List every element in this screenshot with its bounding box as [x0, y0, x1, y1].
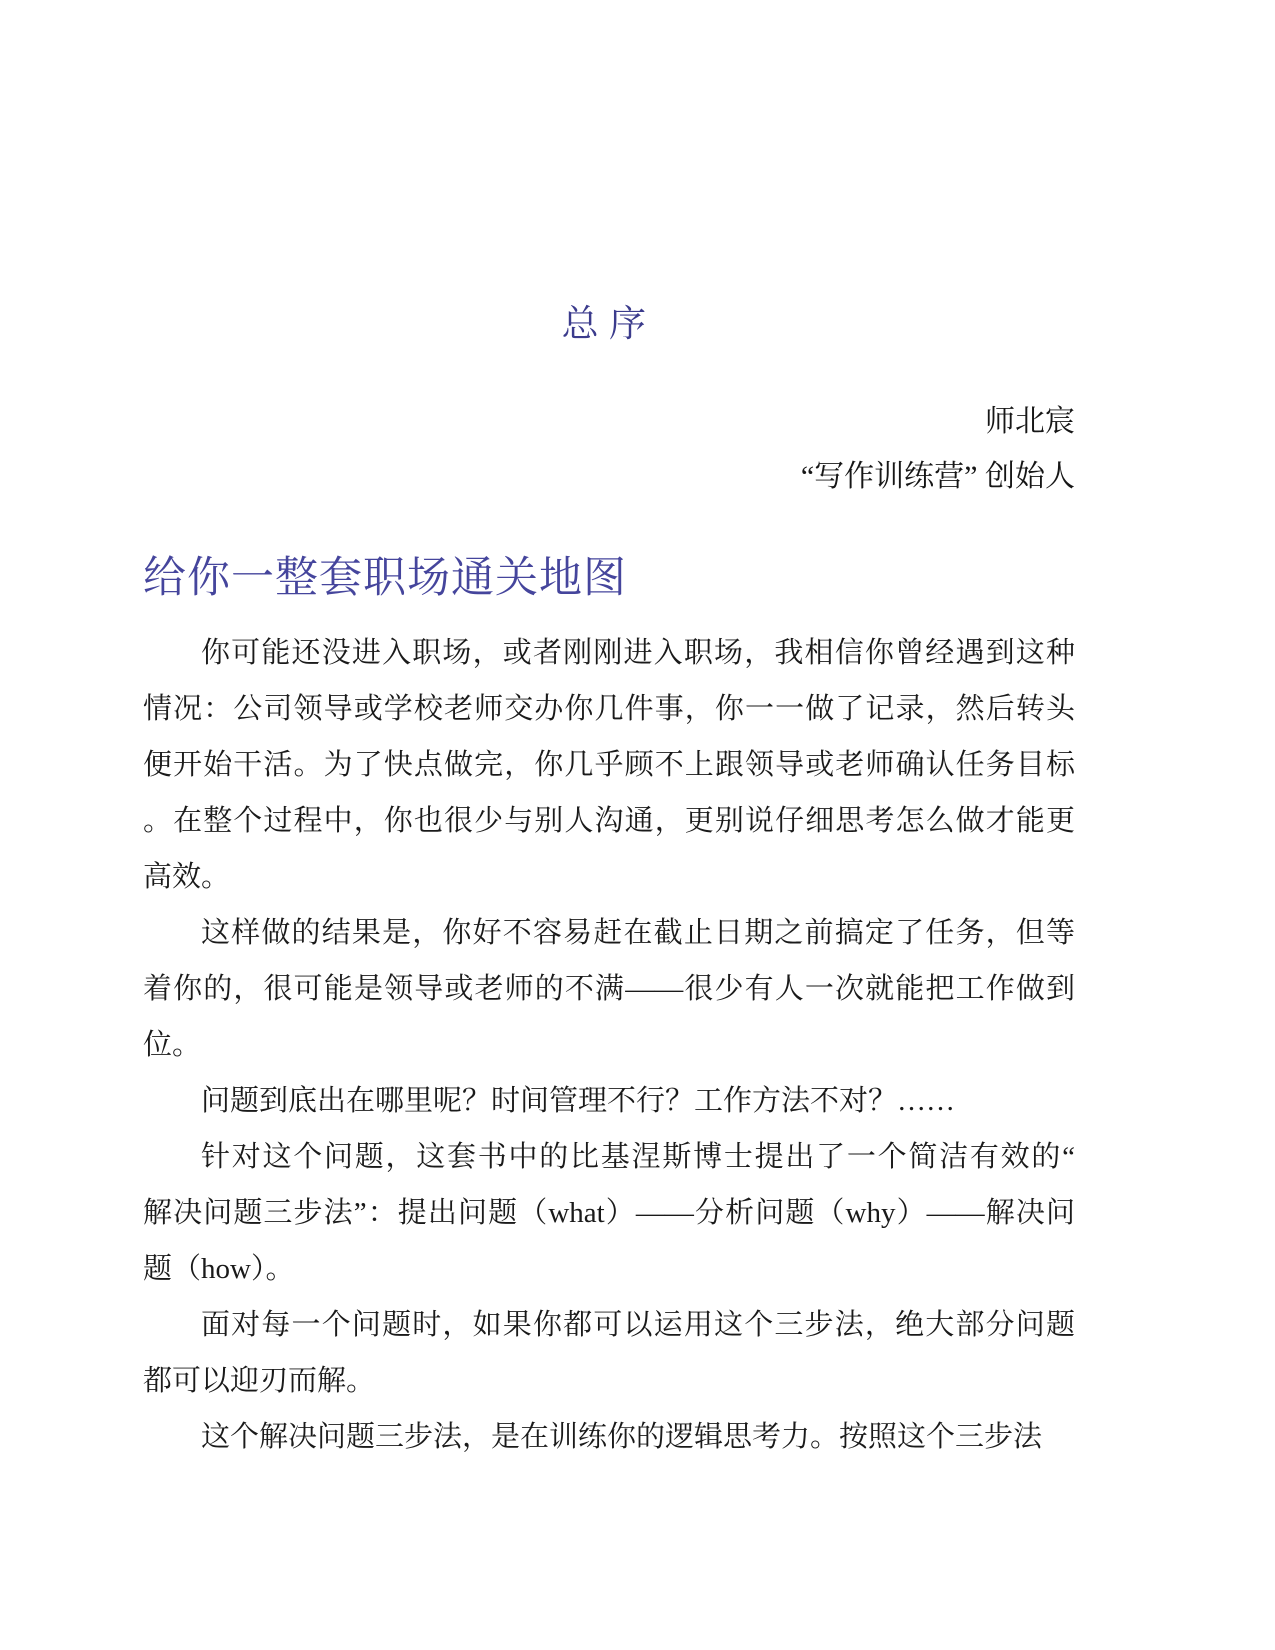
paragraph-line: 便开始干活。为了快点做完，你几乎顾不上跟领导或老师确认任务目标 — [143, 748, 1075, 781]
paragraph-line: 你可能还没进入职场，或者刚刚进入职场，我相信你曾经遇到这种 — [201, 636, 1075, 669]
paragraph — [143, 1073, 1075, 1129]
paragraph-line: 面对每一个问题时，如果你都可以运用这个三步法，绝大部分问题 — [201, 1308, 1075, 1341]
paragraph-line: 情况：公司领导或学校老师交办你几件事，你一一做了记录，然后转头 — [143, 692, 1075, 725]
paragraph-line: 针对这个问题，这套书中的比基涅斯博士提出了一个简洁有效的“ — [201, 1140, 1075, 1173]
paragraph-line: 这个解决问题三步法，是在训练你的逻辑思考力。按照这个三步法 — [201, 1420, 1043, 1453]
section-heading: 给你一整套职场通关地图 — [143, 555, 627, 603]
paragraph — [143, 625, 1075, 905]
paragraph-line: 这样做的结果是，你好不容易赶在截止日期之前搞定了任务，但等 — [201, 916, 1075, 949]
paragraph-line: 高效。 — [143, 860, 231, 893]
body-text — [143, 625, 1075, 1465]
paragraph-line: 解决问题三步法”：提出问题（what）——分析问题（why）——解决问 — [143, 1196, 1075, 1229]
page-title: 总序 — [561, 304, 657, 345]
paragraph-line: 着你的，很可能是领导或老师的不满——很少有人一次就能把工作做到 — [143, 972, 1075, 1005]
paragraph-line: 题（how）。 — [143, 1252, 295, 1285]
paragraph-line: 。在整个过程中，你也很少与别人沟通，更别说仔细思考怎么做才能更 — [143, 804, 1075, 837]
paragraph-line: 都可以迎刃而解。 — [143, 1364, 376, 1397]
paragraph-line: 问题到底出在哪里呢？时间管理不行？工作方法不对？…… — [201, 1084, 956, 1117]
paragraph-line: 位。 — [143, 1028, 202, 1061]
paragraph — [143, 1409, 1075, 1465]
byline — [143, 394, 1075, 504]
paragraph — [143, 1297, 1075, 1409]
author-role: “写作训练营” 创始人 — [800, 460, 1075, 494]
paragraph — [143, 1129, 1075, 1297]
author-name: 师北宸 — [985, 405, 1075, 439]
paragraph — [143, 905, 1075, 1073]
